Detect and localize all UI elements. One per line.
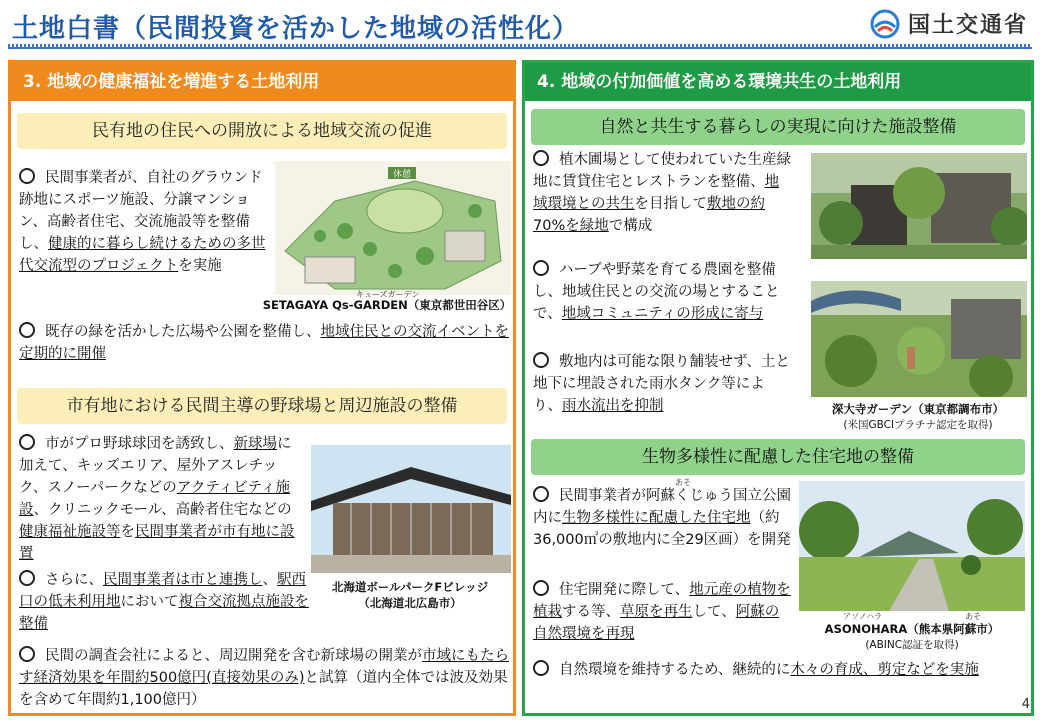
left-sec2-item1: 市がプロ野球球団を誘致し、新球場に加えて、キッズエリア、屋外アスレチック、スノーパークなどのアクティビティ施設、クリニックモール、高齢者住宅などの健康福祉施設等を民間事業者が市有地に設置 — [19, 436, 295, 562]
circle-bullet-icon — [19, 646, 35, 662]
aso-city-ruby: あそ — [965, 612, 981, 621]
left-sec1-item2: 既存の緑を活かした広場や公園を整備し、地域住民との交流イベントを定期的に開催 — [19, 324, 509, 362]
page-title: 土地白書（民間投資を活かした地域の活性化） — [12, 14, 580, 44]
circle-bullet-icon — [533, 352, 549, 368]
page-number: 4 — [1021, 697, 1030, 712]
left-column-heading: 3. 地域の健康福祉を増進する土地利用 — [11, 63, 513, 101]
qs-garden-caption: SETAGAYA Qs-GARDEN（東京都世田谷区） — [262, 298, 512, 312]
right-sec2-item1: 民間事業者が阿蘇くじゅう国立公園内に生物多様性に配慮した住宅地（約36,000㎡の敷地内に全29区画）を開発 — [533, 488, 791, 548]
qs-garden-map-image — [275, 161, 511, 295]
left-sec1-item1: 民間事業者が、自社のグラウンド跡地にスポーツ施設、分譲マンション、高齢者住宅、交流施設等を整備し、健康的に暮らし続けるための多世代交流型のプロジェクトを実施 — [19, 170, 266, 274]
circle-bullet-icon — [533, 150, 549, 166]
right-sec1-item1: 植木圃場として使われていた生産緑地に賃貸住宅とレストランを整備、地域環境との共生を目指して敷地の約70%を緑地で構成 — [533, 152, 791, 234]
right-column — [522, 60, 1034, 716]
jindaiji-photo-1 — [811, 153, 1027, 259]
right-sec1-title: 自然と共生する暮らしの実現に向けた施設整備 — [531, 109, 1025, 145]
right-column-heading: 4. 地域の付加価値を高める環境共生の土地利用 — [525, 63, 1031, 101]
right-sec2-item2: 住宅開発に際して、地元産の植物を植栽する等、草原を再生して、阿蘇の自然環境を再現 — [533, 582, 791, 642]
circle-bullet-icon — [19, 570, 35, 586]
ministry-logo — [870, 8, 1028, 39]
asonohara-caption: ASONOHARA（熊本県阿蘇市） (ABINC認証を取得) — [824, 622, 1000, 651]
asonohara-ruby: アソノハラ — [843, 612, 883, 621]
circle-bullet-icon — [533, 260, 549, 276]
title-rule — [8, 44, 1032, 49]
circle-bullet-icon — [19, 168, 35, 184]
right-sec1-item2: ハーブや野菜を育てる農園を整備し、地域住民との交流の場とすることで、地域コミュニティの形成に寄与 — [533, 262, 780, 322]
mlit-logo-icon — [870, 9, 900, 39]
circle-bullet-icon — [19, 322, 35, 338]
right-sec2-item3: 自然環境を維持するため、継続的に木々の育成、剪定などを実施 — [533, 659, 1027, 681]
left-sec2-title: 市有地における民間主導の野球場と周辺施設の整備 — [17, 388, 507, 424]
left-sec1-title: 民有地の住民への開放による地域交流の促進 — [17, 113, 507, 149]
aso-ruby: あそ — [675, 478, 691, 487]
qs-garden-ruby: キューズガーデン — [356, 290, 420, 299]
ballpark-photo — [311, 445, 511, 573]
circle-bullet-icon — [19, 434, 35, 450]
circle-bullet-icon — [533, 580, 549, 596]
logo-text: 国土交通省 — [907, 13, 1028, 38]
circle-bullet-icon — [533, 486, 549, 502]
right-sec2-title: 生物多様性に配慮した住宅地の整備 — [531, 439, 1025, 475]
asonohara-photo — [799, 481, 1025, 611]
ballpark-caption: 北海道ボールパークFビレッジ （北海道北広島市） — [331, 580, 489, 610]
left-sec2-item3: 民間の調査会社によると、周辺開発を含む新球場の開業が市域にもたらす経済効果を年間約500億円(直接効果のみ)と試算（道内全体では波及効果を含めて年間約1,100億円） — [19, 648, 509, 708]
right-sec1-item3: 敷地内は可能な限り舗装せず、土と地下に埋設された雨水タンク等により、雨水流出を抑制 — [533, 354, 790, 414]
jindaiji-caption: 深大寺ガーデン（東京都調布市） (米国GBCIプラチナ認定を取得) — [831, 402, 1005, 431]
circle-bullet-icon — [533, 660, 549, 676]
jindaiji-photo-2 — [811, 281, 1027, 397]
left-column — [8, 60, 516, 716]
left-sec2-item2: さらに、民間事業者は市と連携し、駅西口の低未利用地において複合交流拠点施設を整備 — [19, 572, 309, 632]
map-sign-label: 休憩 — [392, 170, 412, 180]
